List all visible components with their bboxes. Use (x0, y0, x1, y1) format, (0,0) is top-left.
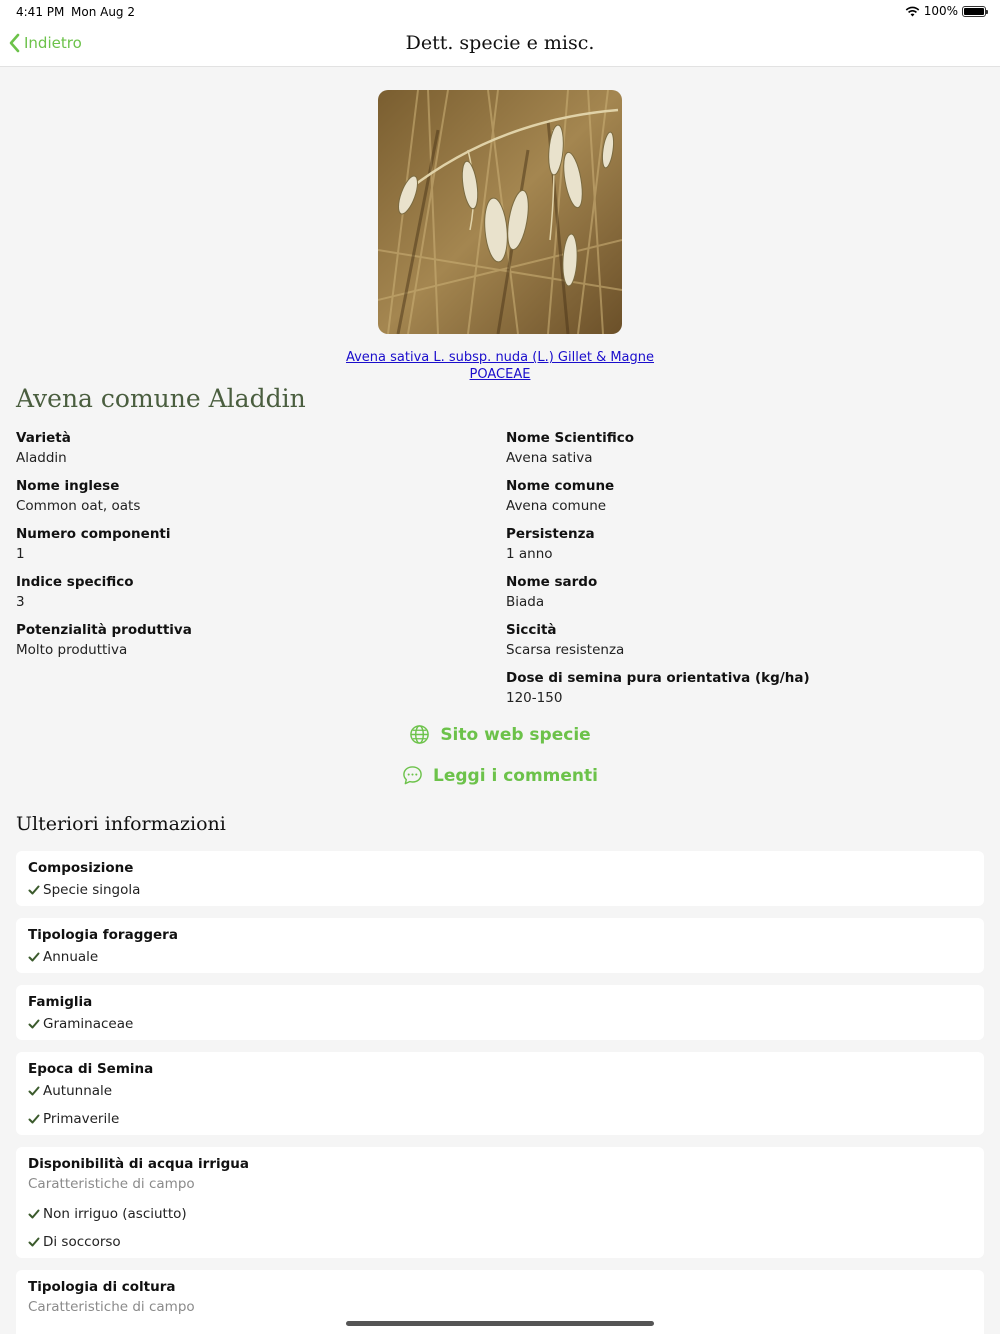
field-persistenza (506, 526, 966, 566)
field-value: Aladdin (16, 450, 67, 466)
info-card-tipologia-foraggera (16, 918, 984, 973)
field-value: Biada (506, 594, 545, 610)
battery-fill (964, 8, 984, 15)
status-date: Mon Aug 2 (71, 5, 135, 19)
field-dose-semina (506, 670, 966, 710)
status-time: 4:41 PM (16, 5, 65, 19)
read-comments-link[interactable] (0, 765, 1000, 786)
field-value: 3 (16, 594, 25, 610)
field-label: Nome comune (506, 478, 615, 494)
info-card-composizione (16, 851, 984, 906)
card-title: Tipologia di coltura (28, 1279, 176, 1295)
check-icon (28, 951, 40, 963)
globe-icon (409, 724, 430, 745)
more-info-title: Ulteriori informazioni (16, 813, 226, 835)
card-title: Epoca di Semina (28, 1061, 154, 1077)
check-icon (28, 1018, 40, 1030)
status-bar (0, 0, 1000, 24)
home-indicator[interactable] (346, 1321, 654, 1326)
card-title: Tipologia foraggera (28, 927, 178, 943)
card-item-label: Specie singola (43, 882, 141, 898)
field-value: 1 (16, 546, 25, 562)
card-item (28, 880, 972, 900)
info-card-famiglia (16, 985, 984, 1040)
back-label: Indietro (24, 34, 82, 52)
field-label: Nome inglese (16, 478, 120, 494)
card-item-label: Graminaceae (43, 1016, 134, 1032)
page-title: Dett. specie e misc. (405, 32, 595, 54)
field-indice-specifico (16, 574, 476, 614)
field-nome-sardo (506, 574, 966, 614)
navigation-bar (0, 24, 1000, 67)
field-label: Nome sardo (506, 574, 598, 590)
card-item (28, 1232, 972, 1252)
field-value: Avena comune (506, 498, 607, 514)
info-card-acqua-irrigua (16, 1147, 984, 1258)
field-potenzialita-produttiva (16, 622, 476, 662)
field-value: Scarsa resistenza (506, 642, 625, 658)
field-siccita (506, 622, 966, 662)
check-icon (28, 1236, 40, 1248)
check-icon (28, 1208, 40, 1220)
species-title: Avena comune Aladdin (16, 384, 306, 413)
field-label: Indice specifico (16, 574, 134, 590)
battery-percentage: 100% (923, 4, 958, 18)
status-indicators (905, 4, 986, 18)
card-item (28, 1081, 972, 1101)
wifi-icon (905, 6, 920, 17)
field-label: Nome Scientifico (506, 430, 634, 446)
card-subtitle: Caratteristiche di campo (28, 1176, 195, 1192)
family-link[interactable]: POACEAE (469, 367, 531, 382)
info-card-epoca-semina (16, 1052, 984, 1135)
species-website-link[interactable] (0, 724, 1000, 745)
field-label: Persistenza (506, 526, 595, 542)
card-item (28, 1014, 972, 1034)
field-value: 120-150 (506, 690, 563, 706)
card-item-label: Annuale (43, 949, 99, 965)
battery-icon (962, 6, 986, 17)
card-title: Composizione (28, 860, 134, 876)
card-item-label: Autunnale (43, 1083, 113, 1099)
field-label: Numero componenti (16, 526, 171, 542)
species-website-label: Sito web specie (440, 724, 591, 745)
field-value: Common oat, oats (16, 498, 141, 514)
card-item (28, 1109, 972, 1129)
field-nome-comune (506, 478, 966, 518)
check-icon (28, 884, 40, 896)
comment-icon (402, 765, 423, 786)
card-subtitle: Caratteristiche di campo (28, 1299, 195, 1315)
field-label: Dose di semina pura orientativa (kg/ha) (506, 670, 810, 686)
card-title: Disponibilità di acqua irrigua (28, 1156, 249, 1172)
card-item-label: Di soccorso (43, 1234, 121, 1250)
read-comments-label: Leggi i commenti (433, 765, 598, 786)
check-icon (28, 1085, 40, 1097)
field-numero-componenti (16, 526, 476, 566)
check-icon (28, 1113, 40, 1125)
field-value: 1 anno (506, 546, 553, 562)
scientific-name-link[interactable]: Avena sativa L. subsp. nuda (L.) Gillet & Magne (345, 350, 655, 365)
oat-plant-image (378, 90, 622, 334)
card-item (28, 947, 972, 967)
field-label: Potenzialità produttiva (16, 622, 192, 638)
field-value: Molto produttiva (16, 642, 128, 658)
field-varieta (16, 430, 476, 470)
card-item-label: Non irriguo (asciutto) (43, 1206, 187, 1222)
species-photo[interactable] (378, 90, 622, 334)
field-label: Varietà (16, 430, 71, 446)
card-item-label: Primaverile (43, 1111, 120, 1127)
field-nome-scientifico (506, 430, 966, 470)
field-nome-inglese (16, 478, 476, 518)
card-item (28, 1204, 972, 1224)
field-value: Avena sativa (506, 450, 593, 466)
card-title: Famiglia (28, 994, 93, 1010)
field-label: Siccità (506, 622, 557, 638)
